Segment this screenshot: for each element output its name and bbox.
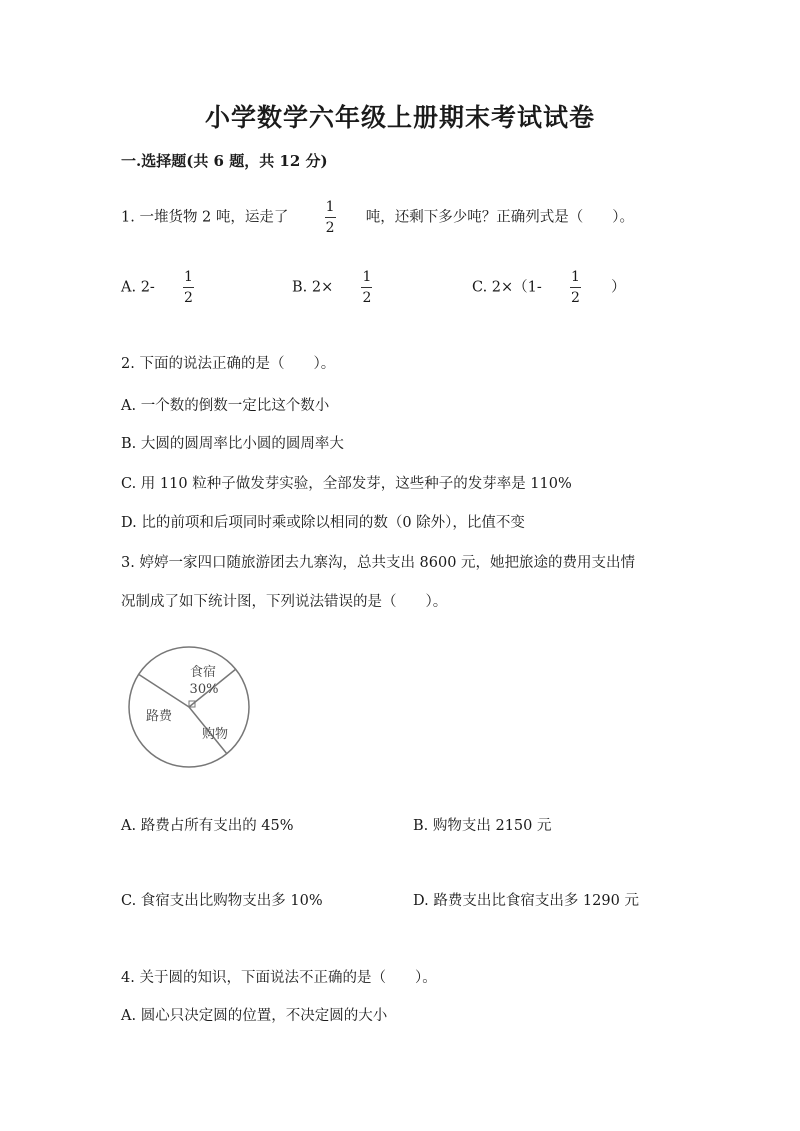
question-3-option-c: C. 食宿支出比购物支出多 10% [121,893,323,909]
question-4-option-a: A. 圆心只决定圆的位置，不决定圆的大小 [121,1008,388,1024]
fraction-numerator: 1 [325,199,335,215]
question-2-stem: 2. 下面的说法正确的是（ ）。 [121,356,336,372]
fraction [324,200,337,235]
section-heading: 一.选择题(共 6 题，共 12 分) [121,152,328,170]
question-2-option-a: A. 一个数的倒数一定比这个数小 [121,398,330,414]
question-3-option-b: B. 购物支出 2150 元 [413,818,552,834]
fraction-numerator: 1 [362,269,372,285]
option-tail: ） [611,279,626,296]
question-2-option-c: C. 用 110 粒种子做发芽实验，全部发芽，这些种子的发芽率是 110% [121,476,572,492]
fraction-denominator: 2 [184,290,193,306]
slice-value-lodging: 30% [189,682,219,697]
fraction [569,270,582,305]
fraction-denominator: 2 [362,290,372,306]
question-1-option-b [292,270,373,305]
fraction [182,270,195,305]
option-label: B. 2× [292,279,334,296]
option-label: A. 2- [121,279,155,296]
question-1-text-pre: 1. 一堆货物 2 吨，运走了 [121,209,289,226]
question-2-option-d: D. 比的前项和后项同时乘或除以相同的数（0 除外），比值不变 [121,515,525,531]
question-2-option-b: B. 大圆的圆周率比小圆的圆周率大 [121,436,344,452]
slice-label-travel: 路费 [145,709,173,724]
question-3-stem-line-2: 况制成了如下统计图，下列说法错误的是（ ）。 [121,594,448,610]
question-4-stem: 4. 关于圆的知识，下面说法不正确的是（ ）。 [121,970,437,986]
fraction-denominator: 2 [325,220,335,236]
slice-label-lodging: 食宿 [189,665,217,680]
fraction-numerator: 1 [184,269,193,285]
question-1-option-a [121,270,195,305]
question-1 [121,200,634,235]
fraction-denominator: 2 [571,290,580,306]
fraction [360,270,373,305]
page-title: 小学数学六年级上册期末考试试卷 [204,103,595,132]
slice-label-shopping: 购物 [201,727,229,742]
fraction-numerator: 1 [571,269,580,285]
question-1-option-c [472,270,626,305]
expense-pie-chart [127,644,257,774]
question-3-option-d: D. 路费支出比食宿支出多 1290 元 [413,893,639,909]
question-1-text-post: 吨，还剩下多少吨？正确列式是（ ）。 [365,209,634,226]
question-3-option-a: A. 路费占所有支出的 45% [121,818,294,834]
question-3-stem-line-1: 3. 婷婷一家四口随旅游团去九寨沟，总共支出 8600 元，她把旅途的费用支出情 [121,555,636,571]
option-label: C. 2×（1- [472,279,542,296]
